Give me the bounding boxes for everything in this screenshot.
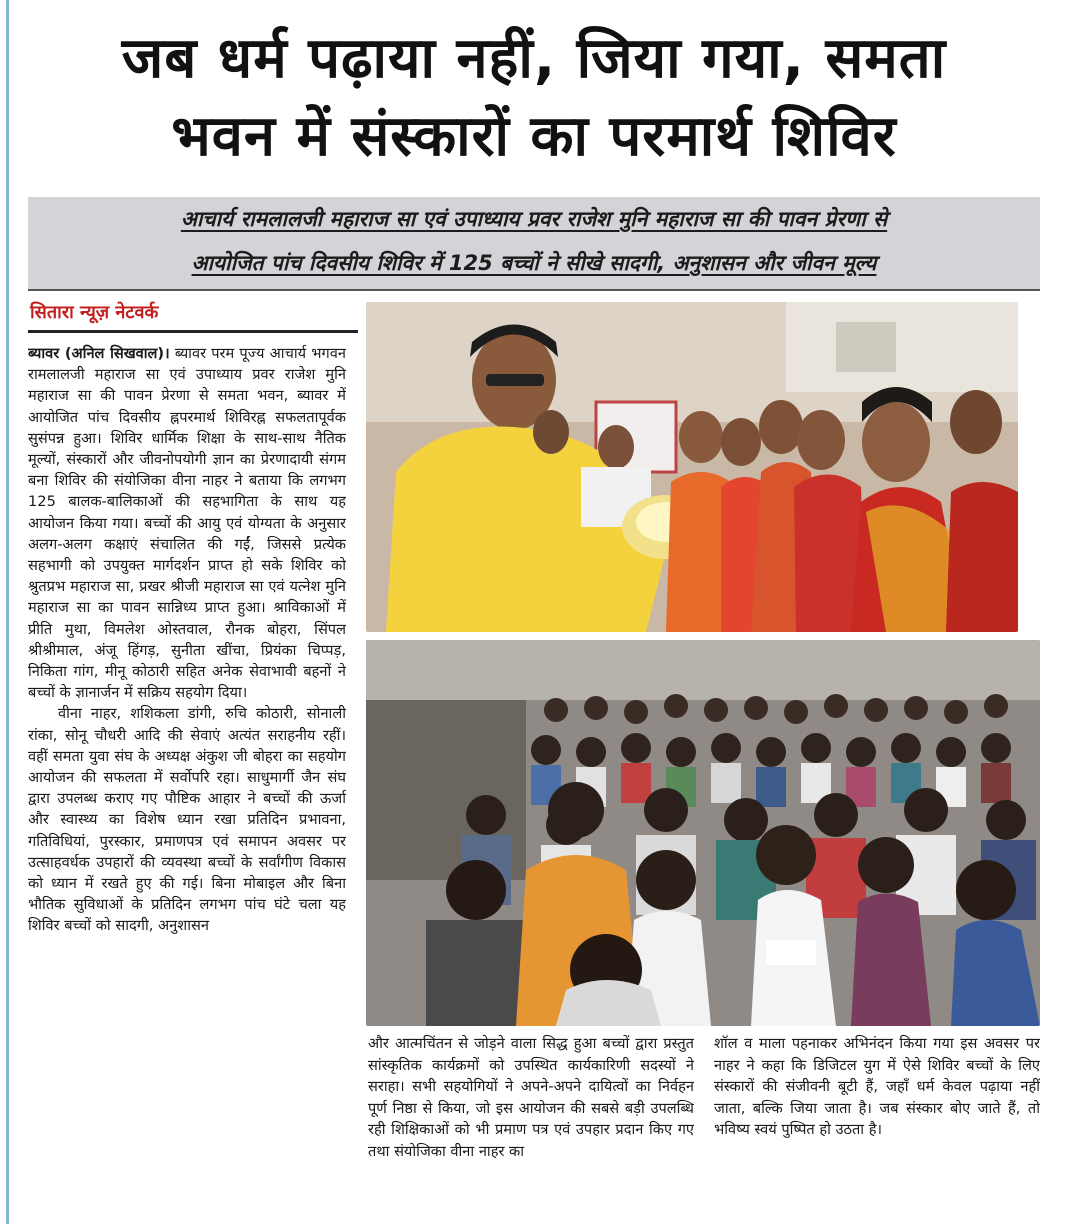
article-paragraph-1 bbox=[28, 343, 346, 703]
byline-divider bbox=[28, 330, 358, 333]
article-column-2: और आत्मचिंतन से जोड़ने वाला सिद्ध हुआ बच्चों द्वारा प्रस्तुत सांस्कृतिक कार्यक्रमों को उपस्थित कार्यकारिणी सदस्यों ने सराहा। सभी सहयोगियों ने अपने-अपने दायित्वों का निर्वहन पूर्ण निष्ठा से किया, जो इस आयोजन की सबसे बड़ी उपलब्धि रही शिक्षिकाओं को भी प्रमाण पत्र एवं उपहार प्रदान किए गए तथा संयोजिका वीना नाहर का bbox=[368, 1035, 694, 1160]
headline bbox=[14, 20, 1054, 176]
headline-line-2: भवन में संस्कारों का परमार्थ शिविर bbox=[171, 104, 897, 169]
paragraph-1-text: ब्यावर परम पूज्य आचार्य भगवन रामलालजी महाराज सा एवं उपाध्याय प्रवर राजेश मुनि महाराज सा की पावन प्रेरणा से समता भवन, ब्यावर में आयोजित पांच दिवसीय ह्नपरमार्थ शिविरह्न सफलतापूर्वक सुसंपन्न हुआ। शिविर धार्मिक शिक्षा के साथ-साथ नैतिक मूल्यों, संस्कारों और जीवनोपयोगी ज्ञान का प्रेरणादायी संगम बना शिविर की संयोजिका वीना नाहर ने बताया कि लगभग 125 बालक-बालिकाओं की सहभागिता के साथ यह आयोजन किया गया। बच्चों की आयु एवं योग्यता के अनुसार अलग-अलग कक्षाएं संचालित की गईं, जिससे प्रत्येक सहभागी को उपयुक्त मार्गदर्शन प्राप्त हो सके शिविर को श्रुतप्रभ महाराज सा, प्रखर श्रीजी महाराज सा एवं यत्नेश मुनि महाराज सा का पावन सान्निध्य प्राप्त हुआ। श्राविकाओं में प्रीति मुथा, विमलेश ओस्तवाल, रौनक बोहरा, सिंपल श्रीश्रीमाल, अंजू हिंगड़, सुनीता खींचा, प्रियंका चिप्पड़, निकिता गांग, मीनू कोठारी सहित अनेक सेवाभावी बहनों ने बच्चों के ज्ञानार्जन में सक्रिय सहयोग दिया। bbox=[28, 345, 346, 702]
article-column-3: शॉल व माला पहनाकर अभिनंदन किया गया इस अवसर पर नाहर ने कहा कि डिजिटल युग में ऐसे शिविर बच्चों के लिए संस्कारों की संजीवनी बूटी हैं, जहाँ धर्म केवल पढ़ाया नहीं जाता, बल्कि जिया जाता है। जब संस्कार बोए जाते हैं, तो भविष्य स्वयं पुष्पित हो उठता है। bbox=[714, 1035, 1040, 1138]
subheadline bbox=[28, 197, 1040, 291]
byline: सितारा न्यूज़ नेटवर्क bbox=[30, 302, 159, 323]
article-column-1 bbox=[28, 343, 346, 1213]
headline-line-1: जब धर्म पढ़ाया नहीं, जिया गया, समता bbox=[121, 26, 947, 91]
dateline: ब्यावर (अनिल सिखवाल)। bbox=[28, 345, 170, 362]
subheadline-line-2: आयोजित पांच दिवसीय शिविर में 125 बच्चों ने सीखे सादगी, अनुशासन और जीवन मूल्य bbox=[191, 251, 877, 275]
children-camp-photo-drawing bbox=[366, 640, 1040, 1026]
felicitation-photo-drawing bbox=[366, 302, 1018, 632]
felicitation-photo bbox=[366, 302, 1018, 632]
children-camp-photo bbox=[366, 640, 1040, 1026]
subheadline-line-1: आचार्य रामलालजी महाराज सा एवं उपाध्याय प्रवर राजेश मुनि महाराज सा की पावन प्रेरणा से bbox=[180, 207, 888, 231]
article-paragraph-2: वीना नाहर, शशिकला डांगी, रुचि कोठारी, सोनाली रांका, सोनू चौधरी आदि की सेवाएं अत्यंत सराहनीय रहीं। वहीं समता युवा संघ के अध्यक्ष अंकुश जी बोहरा का सहयोग आयोजन की सफलता में सर्वोपरि रहा। साधुमार्गी जैन संघ द्वारा उपलब्ध कराए गए पौष्टिक आहार ने बच्चों की ऊर्जा और स्वास्थ्य का विशेष ध्यान रखा प्रतिदिन प्रभावना, गतिविधियां, पुरस्कार, प्रमाणपत्र एवं समापन अवसर पर उत्साहवर्धक उपहारों की व्यवस्था बच्चों के सर्वांगीण विकास को ध्यान में रखते हुए की गई। बिना मोबाइल और बिना भौतिक सुविधाओं के प्रतिदिन लगभग पांच घंटे चला यह शिविर बच्चों को सादगी, अनुशासन bbox=[28, 705, 346, 935]
column-edge-rule bbox=[6, 0, 9, 1224]
